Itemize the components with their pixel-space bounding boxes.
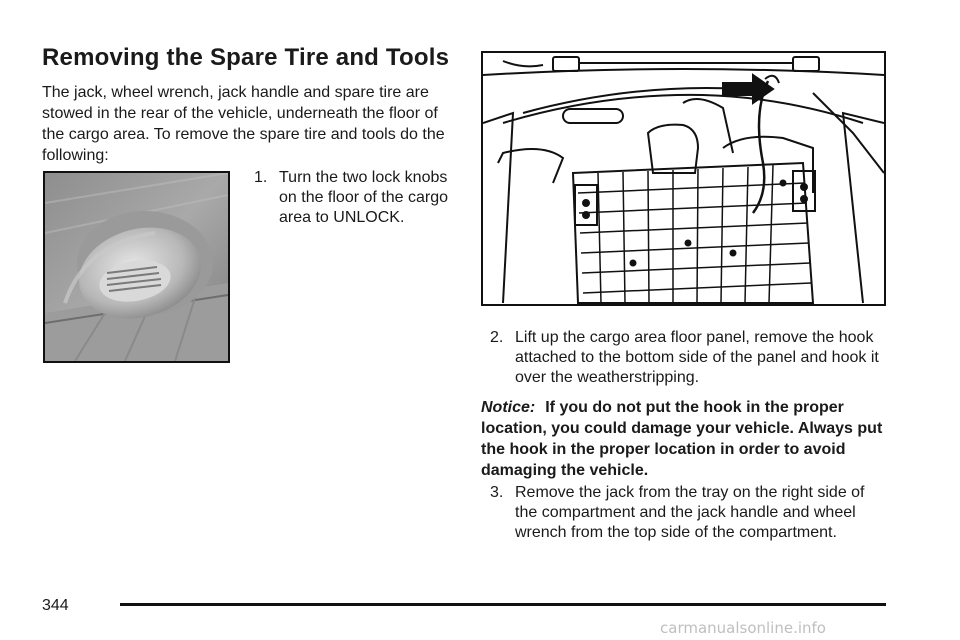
notice-text: If you do not put the hook in the proper location, you could damage your vehicle. Always put the hook in the proper location in order to avoid damaging the vehicle. xyxy=(481,399,883,479)
step-1-number: 1. xyxy=(254,169,268,186)
page-title: Removing the Spare Tire and Tools xyxy=(42,44,450,71)
lock-knob-photo xyxy=(43,171,230,363)
notice xyxy=(481,397,901,481)
step-2 xyxy=(490,328,890,388)
cargo-area-illustration xyxy=(481,51,886,306)
step-2-text: Lift up the cargo area floor panel, remove the hook attached to the bottom side of the panel and hook it over the weatherstripping. xyxy=(515,329,879,386)
page-number: 344 xyxy=(42,597,69,614)
intro-paragraph: The jack, wheel wrench, jack handle and spare tire are stowed in the rear of the vehicle, underneath the floor of the cargo area. To remove the spare tire and tools do the following: xyxy=(42,84,445,164)
step-2-number: 2. xyxy=(490,329,504,346)
step-3-number: 3. xyxy=(490,484,504,501)
step-3-text: Remove the jack from the tray on the right side of the compartment and the jack handle and wheel wrench from the top side of the compartment. xyxy=(515,484,865,541)
step-1 xyxy=(254,168,454,228)
step-3 xyxy=(490,483,870,543)
watermark: carmanualsonline.info xyxy=(660,619,826,637)
notice-label: Notice: xyxy=(481,399,536,416)
footer-rule xyxy=(120,603,886,606)
step-1-text: Turn the two lock knobs on the floor of the cargo area to UNLOCK. xyxy=(279,169,448,226)
